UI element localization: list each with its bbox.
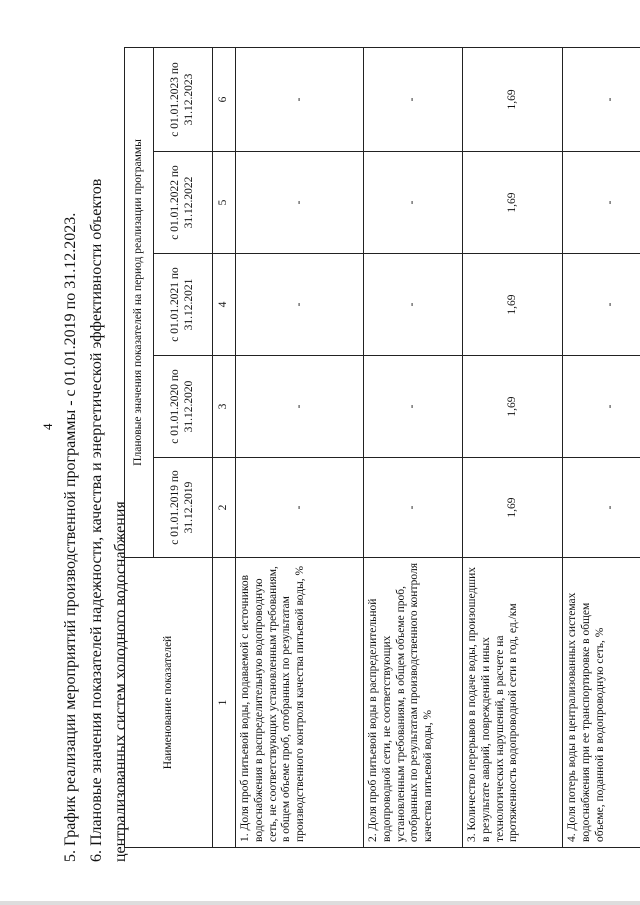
indicator-value: 1,69 [463, 47, 563, 151]
rotated-page [40, 42, 640, 862]
indicator-value: - [364, 152, 463, 254]
indicator-name: 1. Доля проб питьевой воды, подаваемой с источников водоснабжения в распределительную водопроводную сеть, не соответствующих установленным требованиям, в общем объеме проб, отобранных по результатам производственного контроля качества питьевой воды, % [236, 558, 364, 848]
section-5-heading: 5. График реализации мероприятий производственной программы - с 01.01.2019 по 31.12.2023. [62, 212, 79, 862]
section-6-heading: 6. Плановые значения показателей надежности, качества и энергетической эффективности объектов [88, 178, 105, 862]
indicator-value: - [563, 47, 640, 151]
indicator-value: - [563, 458, 640, 558]
col-number: 4 [213, 254, 236, 356]
table-row [563, 47, 640, 847]
indicator-value: 1,69 [463, 356, 563, 458]
indicator-name: 3. Количество перерывов в подаче воды, произошедших в результате аварий, повреждений и иных технологических нарушений, в расчете на протяженность водопроводной сети в год, ед./км [463, 558, 563, 848]
period-header: с 01.01.2022 по 31.12.2022 [154, 152, 213, 254]
table-row [236, 47, 364, 847]
col-number: 5 [213, 152, 236, 254]
indicator-name: 2. Доля проб питьевой воды в распределительной водопроводной сети, не соответствующих установленным требованиям, в общем объеме проб, отобранных по результатам производственного контроля качества питьевой воды, % [364, 558, 463, 848]
indicator-value: - [236, 47, 364, 151]
col-number: 6 [213, 47, 236, 151]
indicator-value: - [364, 254, 463, 356]
col-name-header: Наименование показателей [125, 558, 213, 848]
scan-edge [0, 901, 640, 905]
indicator-value: - [364, 458, 463, 558]
indicator-value: - [364, 47, 463, 151]
indicators-table [124, 47, 640, 848]
table-row [463, 47, 563, 847]
indicator-value: - [364, 356, 463, 458]
period-header: с 01.01.2019 по 31.12.2019 [154, 458, 213, 558]
period-header: с 01.01.2023 по 31.12.2023 [154, 47, 213, 151]
col-number: 1 [213, 558, 236, 848]
indicator-value: - [563, 356, 640, 458]
indicator-value: - [236, 254, 364, 356]
column-number-row [213, 47, 236, 847]
indicator-value: - [236, 458, 364, 558]
indicator-value: 1,69 [463, 254, 563, 356]
col-number: 3 [213, 356, 236, 458]
table-row [364, 47, 463, 847]
indicator-value: - [563, 152, 640, 254]
col-number: 2 [213, 458, 236, 558]
indicator-value: - [236, 152, 364, 254]
indicator-value: - [563, 254, 640, 356]
indicator-value: 1,69 [463, 458, 563, 558]
section-6-heading-cont: централизованных систем холодного водоснабжения [112, 501, 129, 862]
period-header: с 01.01.2020 по 31.12.2020 [154, 356, 213, 458]
period-header: с 01.01.2021 по 31.12.2021 [154, 254, 213, 356]
indicator-value: 1,69 [463, 152, 563, 254]
page-number: 4 [40, 423, 55, 430]
indicator-value: - [236, 356, 364, 458]
indicator-name: 4. Доля потерь воды в централизованных системах водоснабжения при ее транспортировке в общем объеме, поданной в водопроводную сеть, % [563, 558, 640, 848]
group-header: Плановые значения показателей на период реализации программы [125, 47, 154, 557]
